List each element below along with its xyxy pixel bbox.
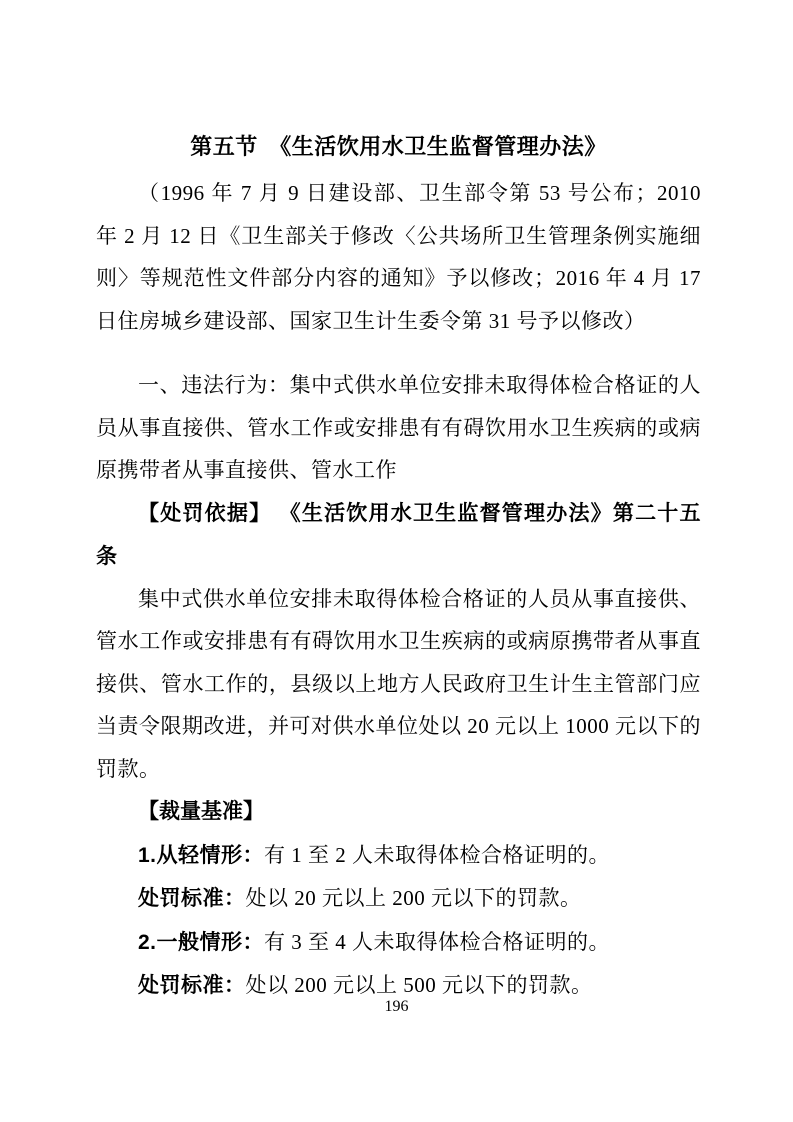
discretion-item-text: 有 3 至 4 人未取得体检合格证明的。 <box>264 929 611 954</box>
discretion-heading-line <box>96 790 701 834</box>
document-title: 第五节 《生活饮用水卫生监督管理办法》 <box>190 134 607 159</box>
discretion-item-text: 有 1 至 2 人未取得体检合格证明的。 <box>264 842 611 867</box>
preamble-paragraph: （1996 年 7 月 9 日建设部、卫生部令第 53 号公布；2010 年 2 月 12 日《卫生部关于修改〈公共场所卫生管理条例实施细则〉等规范性文件部分内容的通知》予以修改；2016 年 4 月 17 日住房城乡建设部、国家卫生计生委令第 31 号予以修改） <box>96 181 701 333</box>
penalty-body-paragraph: 集中式供水单位安排未取得体检合格证的人员从事直接供、管水工作或安排患有有碍饮用水卫生疾病的或病原携带者从事直接供、管水工作的，县级以上地方人民政府卫生计生主管部门应当责令限期改进，并可对供水单位处以 20 元以上 1000 元以下的罚款。 <box>96 586 701 781</box>
discretion-item <box>96 834 701 878</box>
discretion-item-label: 2.一般情形： <box>138 930 265 954</box>
discretion-item <box>96 921 701 965</box>
discretion-item-text: 处以 20 元以上 200 元以下的罚款。 <box>245 886 582 910</box>
page-number: 196 <box>384 998 409 1015</box>
paragraph-spacer <box>96 342 701 364</box>
discretion-heading: 【裁量基准】 <box>138 800 264 823</box>
penalty-basis-label: 【处罚依据】 <box>138 501 272 525</box>
penalty-basis-line <box>96 492 701 578</box>
discretion-item-label: 1.从轻情形： <box>138 843 265 867</box>
discretion-item-label: 处罚标准： <box>138 974 246 997</box>
discretion-item-text: 处以 200 元以上 500 元以下的罚款。 <box>245 973 593 997</box>
discretion-item <box>96 877 701 921</box>
penalty-basis-reference: 《生活饮用水卫生监督管理办法》第二十五条 <box>96 500 702 568</box>
violation-paragraph: 一、违法行为：集中式供水单位安排未取得体检合格证的人员从事直接供、管水工作或安排患有有碍饮用水卫生疾病的或病原携带者从事直接供、管水工作 <box>96 373 701 482</box>
discretion-item-label: 处罚标准： <box>138 887 246 910</box>
